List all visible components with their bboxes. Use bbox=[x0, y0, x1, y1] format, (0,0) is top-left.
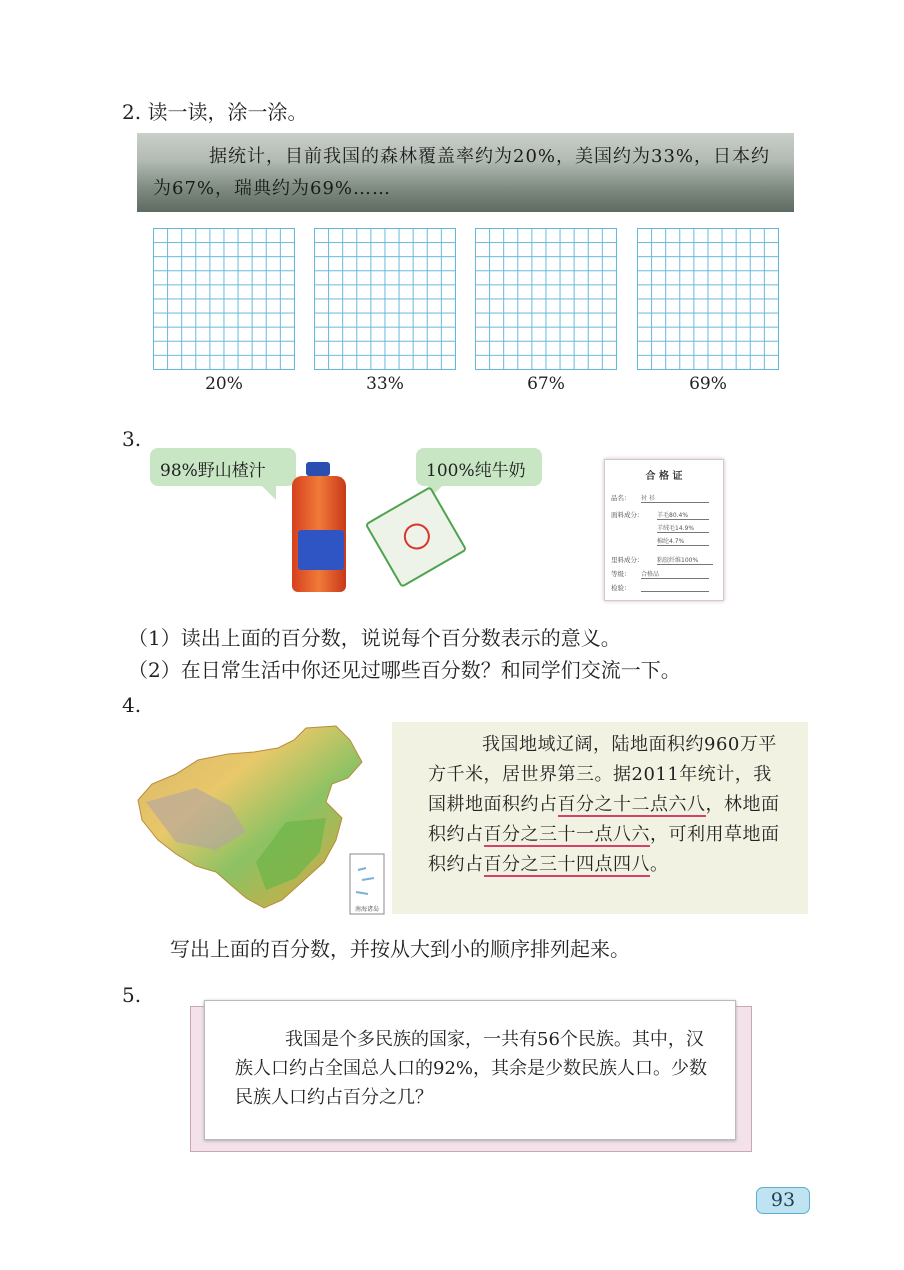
certificate-row-value: 衬 衫 bbox=[641, 493, 709, 503]
certificate-row-label: 等级： bbox=[611, 570, 631, 578]
page-number: 93 bbox=[756, 1187, 810, 1214]
grid-label: 33% bbox=[366, 374, 404, 394]
land-text-part: ，林地面积约占 bbox=[428, 794, 780, 845]
certificate-row-label: 面料成分： bbox=[611, 511, 644, 519]
question-5-text: 我国是个多民族的国家，一共有56个民族。其中，汉族人口约占全国总人口的92%，其余是少数民族人口。少数民族人口约占百分之几？ bbox=[235, 1029, 708, 1108]
land-text-part: 。 bbox=[650, 854, 669, 875]
grid-label: 69% bbox=[689, 374, 727, 394]
question-3-number: 3. bbox=[122, 427, 142, 451]
china-map-image bbox=[136, 722, 388, 916]
land-text-part: 我国地域辽阔，陆地面积约960万平方千米，居世界第三。据2011年统计，我国耕地面积约占 bbox=[428, 734, 777, 815]
hundred-grid-4[interactable] bbox=[637, 228, 779, 370]
question-2-title: 2. 读一读，涂一涂。 bbox=[122, 100, 308, 124]
certificate-row-label: 检验： bbox=[611, 584, 631, 592]
certificate-row-value: 羊绒毛14.9% bbox=[657, 523, 709, 533]
milk-packet-image bbox=[365, 486, 468, 588]
underlined-percent-cropland: 百分之十二点六八 bbox=[557, 794, 706, 815]
land-text-part: ，可利用草地面积约占 bbox=[428, 824, 780, 875]
question-4-instruction: 写出上面的百分数，并按从大到小的顺序排列起来。 bbox=[170, 937, 630, 961]
minority-population-card bbox=[190, 1000, 750, 1150]
certificate-row-value: 粘胶纤维100% bbox=[657, 555, 713, 565]
hundred-grid-1[interactable] bbox=[153, 228, 295, 370]
certificate-row-label: 里料成分： bbox=[611, 556, 644, 564]
juice-bottle-image bbox=[290, 462, 348, 592]
certificate-row-value bbox=[641, 583, 709, 592]
question-5-number: 5. bbox=[122, 983, 142, 1007]
land-area-info-box bbox=[392, 722, 808, 914]
card-front-sheet bbox=[204, 1000, 736, 1140]
question-3-sub-1: （1）读出上面的百分数，说说每个百分数表示的意义。 bbox=[128, 626, 621, 650]
question-4-number: 4. bbox=[122, 693, 142, 717]
hundred-grid-3[interactable] bbox=[475, 228, 617, 370]
land-area-text bbox=[428, 730, 788, 880]
forest-coverage-banner bbox=[137, 133, 794, 212]
underlined-percent-grassland: 百分之三十四点四八 bbox=[483, 854, 650, 875]
quality-certificate bbox=[604, 459, 724, 601]
question-3-sub-2: （2）在日常生活中你还见过哪些百分数？和同学们交流一下。 bbox=[128, 658, 681, 682]
banner-text: 据统计，目前我国的森林覆盖率约为20%，美国约为33%，日本约为67%，瑞典约为69%…… bbox=[153, 146, 771, 199]
certificate-title: 合 格 证 bbox=[645, 471, 683, 482]
certificate-row-value: 棉纶4.7% bbox=[657, 536, 709, 546]
grid-label: 20% bbox=[205, 374, 243, 394]
map-inset-label: 南海诸岛 bbox=[354, 906, 379, 913]
certificate-row-value: 合格品 bbox=[641, 569, 709, 579]
juice-speech-bubble: 98%野山楂汁 bbox=[150, 448, 296, 486]
certificate-row-value: 羊毛80.4% bbox=[657, 510, 709, 520]
certificate-row-label: 品名： bbox=[611, 494, 631, 502]
underlined-percent-forest: 百分之三十一点八六 bbox=[483, 824, 650, 845]
hundred-grid-2[interactable] bbox=[314, 228, 456, 370]
grid-label: 67% bbox=[527, 374, 565, 394]
milk-speech-bubble: 100%纯牛奶 bbox=[416, 448, 542, 486]
